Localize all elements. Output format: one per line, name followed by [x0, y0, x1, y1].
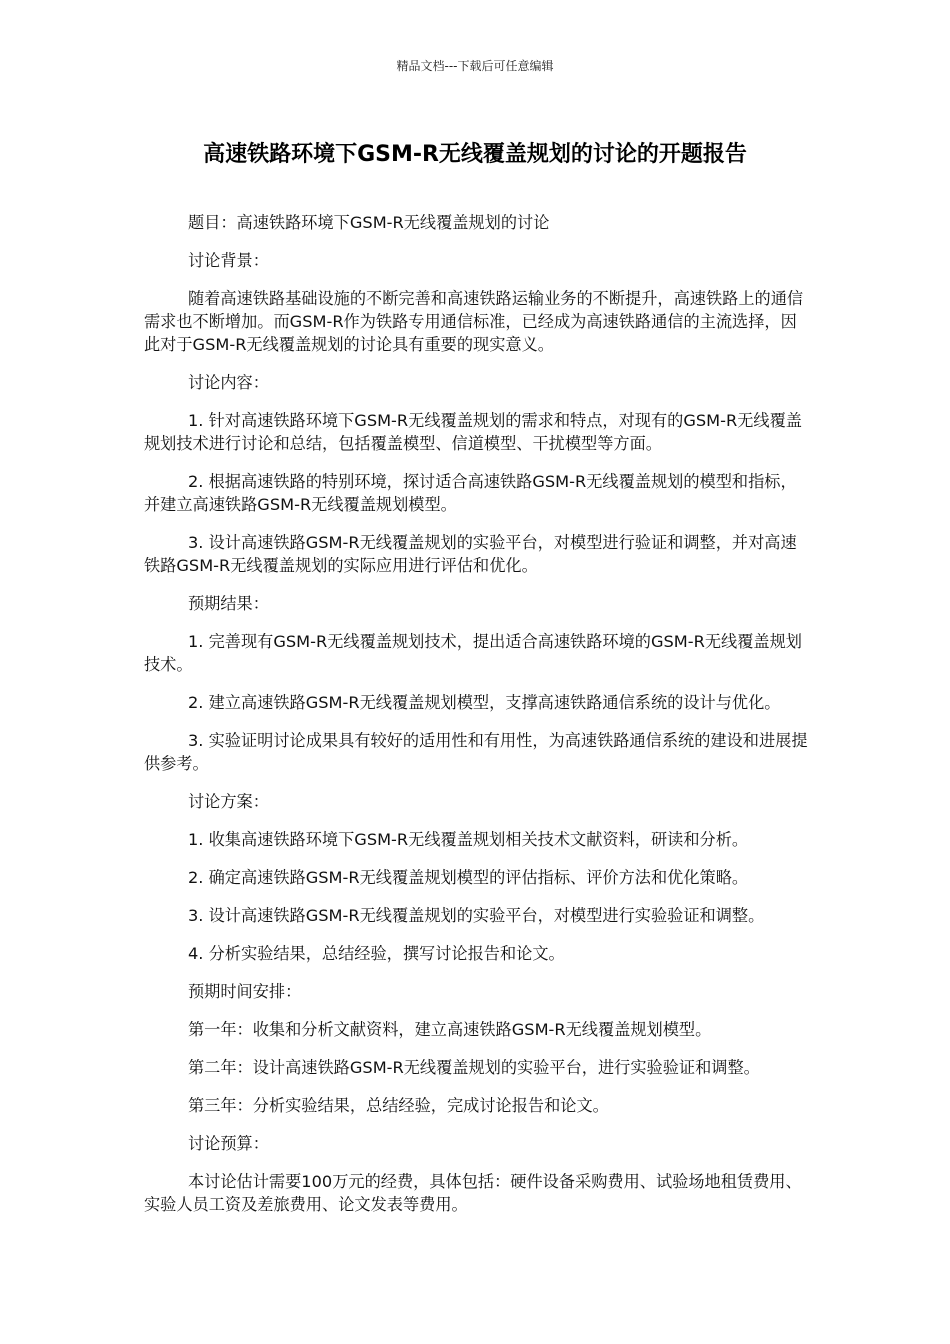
result-item: 3. 实验证明讨论成果具有较好的适用性和有用性，为高速铁路通信系统的建设和进展提供参考。	[144, 731, 808, 773]
heading-budget: 讨论预算：	[188, 1134, 269, 1153]
plan-item: 1. 收集高速铁路环境下GSM-R无线覆盖规划相关技术文献资料，研读和分析。	[188, 830, 749, 849]
plan-item: 3. 设计高速铁路GSM-R无线覆盖规划的实验平台，对模型进行实验验证和调整。	[188, 906, 765, 925]
content-item: 3. 设计高速铁路GSM-R无线覆盖规划的实验平台，对模型进行验证和调整，并对高速铁路GSM-R无线覆盖规划的实际应用进行评估和优化。	[144, 533, 797, 575]
paragraph-topic: 题目：高速铁路环境下GSM-R无线覆盖规划的讨论	[188, 213, 550, 232]
heading-content: 讨论内容：	[188, 373, 269, 392]
plan-item: 4. 分析实验结果，总结经验，撰写讨论报告和论文。	[188, 944, 565, 963]
content-item: 1. 针对高速铁路环境下GSM-R无线覆盖规划的需求和特点，对现有的GSM-R无线覆盖规划技术进行讨论和总结，包括覆盖模型、信道模型、干扰模型等方面。	[144, 411, 802, 453]
result-item: 1. 完善现有GSM-R无线覆盖规划技术，提出适合高速铁路环境的GSM-R无线覆盖规划技术。	[144, 632, 802, 674]
page-header: 精品文档---下载后可任意编辑	[396, 59, 554, 73]
plan-item: 2. 确定高速铁路GSM-R无线覆盖规划模型的评估指标、评价方法和优化策略。	[188, 868, 749, 887]
document-body	[144, 211, 812, 1231]
schedule-item: 第二年：设计高速铁路GSM-R无线覆盖规划的实验平台，进行实验验证和调整。	[188, 1058, 760, 1077]
heading-background: 讨论背景：	[188, 251, 269, 270]
document-title: 高速铁路环境下GSM-R无线覆盖规划的讨论的开题报告	[203, 142, 747, 167]
result-item: 2. 建立高速铁路GSM-R无线覆盖规划模型，支撑高速铁路通信系统的设计与优化。	[188, 693, 781, 712]
heading-plan: 讨论方案：	[188, 792, 269, 811]
schedule-item: 第一年：收集和分析文献资料，建立高速铁路GSM-R无线覆盖规划模型。	[188, 1020, 712, 1039]
heading-schedule: 预期时间安排：	[188, 982, 302, 1001]
content-item: 2. 根据高速铁路的特别环境，探讨适合高速铁路GSM-R无线覆盖规划的模型和指标，并建立高速铁路GSM-R无线覆盖规划模型。	[144, 472, 797, 514]
paragraph-background: 随着高速铁路基础设施的不断完善和高速铁路运输业务的不断提升，高速铁路上的通信需求也不断增加。而GSM-R作为铁路专用通信标准，已经成为高速铁路通信的主流选择，因此对于GSM-R无线覆盖规划的讨论具有重要的现实意义。	[144, 289, 804, 354]
heading-expected-results: 预期结果：	[188, 594, 269, 613]
schedule-item: 第三年：分析实验结果，总结经验，完成讨论报告和论文。	[188, 1096, 609, 1115]
paragraph-budget: 本讨论估计需要100万元的经费，具体包括：硬件设备采购费用、试验场地租赁费用、实验人员工资及差旅费用、论文发表等费用。	[144, 1172, 802, 1214]
